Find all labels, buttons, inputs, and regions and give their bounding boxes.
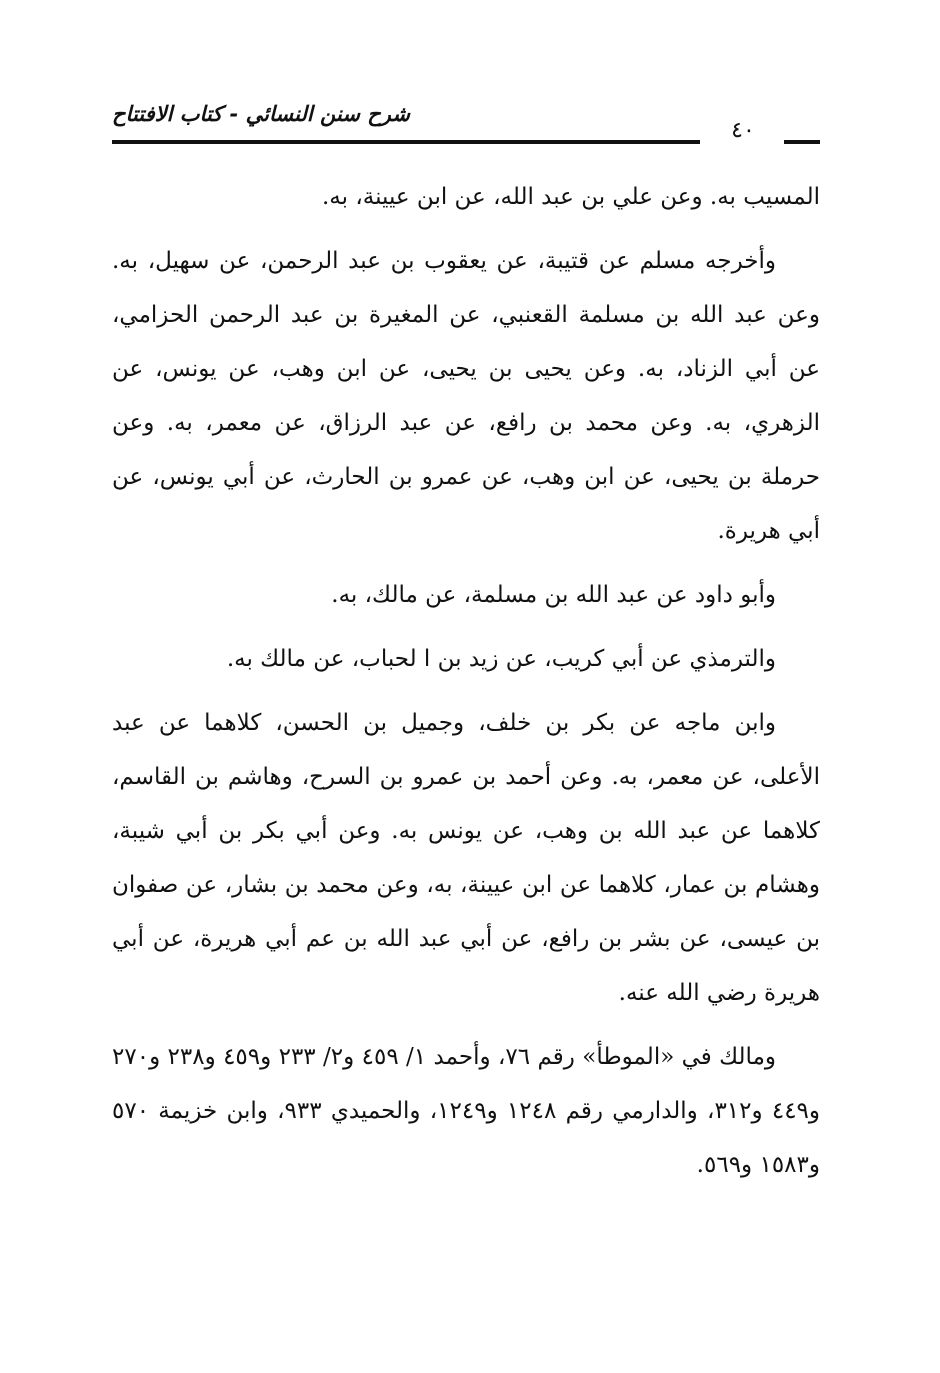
running-title: شرح سنن النسائي - كتاب الافتتاح (112, 102, 410, 126)
paragraph-muslim: وأخرجه مسلم عن قتيبة، عن يعقوب بن عبد الرحمن، عن سهيل، به. وعن عبد الله بن مسلمة القعنبي، عن المغيرة بن عبد الرحمن الحزامي، عن أبي الزناد، به. وعن يحيى بن يحيى، عن ابن وهب، عن يونس، عن الزهري، به. وعن محمد بن رافع، عن عبد الرزاق، عن معمر، به. وعن حرملة بن يحيى، عن ابن وهب، عن عمرو بن الحارث، عن أبي يونس، عن أبي هريرة. (112, 248, 820, 544)
paragraph-continuation: المسيب به. وعن علي بن عبد الله، عن ابن عيينة، به. (321, 184, 820, 210)
body-text (112, 170, 820, 1202)
header-rule (112, 140, 700, 144)
paragraph-abu-dawud: وأبو داود عن عبد الله بن مسلمة، عن مالك، به. (331, 582, 776, 608)
paragraph-tirmidhi: والترمذي عن أبي كريب، عن زيد بن ا لحباب، عن مالك به. (226, 646, 776, 672)
page-header (112, 98, 820, 150)
paragraph-ibn-majah: وابن ماجه عن بكر بن خلف، وجميل بن الحسن، كلاهما عن عبد الأعلى، عن معمر، به. وعن أحمد بن عمرو بن السرح، وهاشم بن القاسم، كلاهما عن عبد الله بن وهب، عن يونس به. وعن أبي بكر بن أبي شيبة، وهشام بن عمار، كلاهما عن ابن عيينة، به، وعن محمد بن بشار، عن صفوان بن عيسى، عن بشر بن رافع، عن أبي عبد الله بن عم أبي هريرة، عن أبي هريرة رضي الله عنه. (112, 710, 820, 1006)
page-number: ٤٠ (731, 118, 755, 143)
paragraph-malik: ومالك في «الموطأ» رقم ٧٦، وأحمد ١/ ٤٥٩ و٢/ ٢٣٣ و٤٥٩ و٢٣٨ و٢٧٠ و٤٤٩ و٣١٢، والدارمي رقم ١٢٤٨ و١٢٤٩، والحميدي ٩٣٣، وابن خزيمة ٥٧٠ و١٥٨٣ و٥٦٩. (112, 1044, 821, 1178)
page-number-rule (784, 140, 820, 144)
